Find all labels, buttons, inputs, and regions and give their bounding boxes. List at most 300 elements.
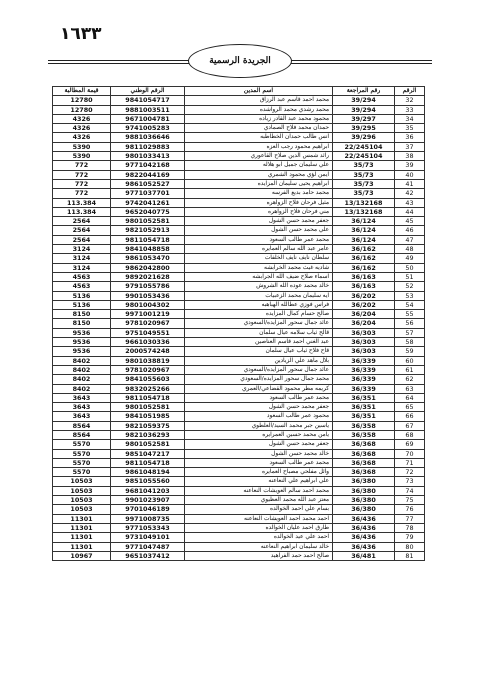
table-row — [53, 514, 425, 523]
debtors-table — [52, 86, 425, 561]
row-national-id: 9861052527 — [111, 179, 185, 188]
row-claim-value: 4326 — [53, 133, 111, 142]
row-review-number: 13/132168 — [333, 198, 395, 207]
row-national-id: 9742041261 — [111, 198, 185, 207]
table-row — [53, 449, 425, 458]
row-national-id: 9841054717 — [111, 96, 185, 105]
row-claim-value: 3643 — [53, 393, 111, 402]
row-claim-value: 772 — [53, 189, 111, 198]
row-seq: 42 — [395, 189, 425, 198]
row-review-number: 36/351 — [333, 403, 395, 412]
row-debtor-name: محمد احمد سالم العويشات النعاعنه — [185, 486, 333, 495]
row-seq: 63 — [395, 384, 425, 393]
row-debtor-name: محمد عمر طالب السعود — [185, 393, 333, 402]
table-row — [53, 272, 425, 281]
row-seq: 37 — [395, 142, 425, 151]
table-row — [53, 403, 425, 412]
table-row — [53, 338, 425, 347]
row-debtor-name: احمد علي عيد الخوالده — [185, 533, 333, 542]
row-seq: 71 — [395, 458, 425, 467]
row-national-id: 9901053436 — [111, 291, 185, 300]
row-review-number: 36/436 — [333, 533, 395, 542]
row-debtor-name: معتز عبد الله محمد العظيوي — [185, 496, 333, 505]
row-national-id: 9781020967 — [111, 365, 185, 374]
row-review-number: 36/368 — [333, 468, 395, 477]
table-body — [53, 96, 425, 561]
row-national-id: 9701046189 — [111, 505, 185, 514]
header-claim-value: قيمة المطالبة — [53, 87, 111, 96]
row-national-id: 9801052581 — [111, 217, 185, 226]
row-review-number: 35/73 — [333, 170, 395, 179]
row-national-id: 9681041203 — [111, 486, 185, 495]
row-review-number: 36/368 — [333, 449, 395, 458]
row-claim-value: 5570 — [53, 458, 111, 467]
row-debtor-name: ابراهيم محمود رجب العزه — [185, 142, 333, 151]
table-row — [53, 375, 425, 384]
row-debtor-name: وائل مفلحي مصباح العمايره — [185, 468, 333, 477]
row-seq: 61 — [395, 365, 425, 374]
gazette-title-oval — [188, 44, 292, 78]
row-review-number: 36/339 — [333, 384, 395, 393]
row-review-number: 36/124 — [333, 226, 395, 235]
row-claim-value: 11301 — [53, 523, 111, 532]
row-seq: 49 — [395, 254, 425, 263]
row-claim-value: 5570 — [53, 449, 111, 458]
row-review-number: 36/380 — [333, 477, 395, 486]
table-row — [53, 523, 425, 532]
row-review-number: 22/245104 — [333, 142, 395, 151]
row-national-id: 9771053343 — [111, 523, 185, 532]
row-review-number: 36/339 — [333, 365, 395, 374]
row-claim-value: 10503 — [53, 486, 111, 495]
row-review-number: 39/296 — [333, 133, 395, 142]
row-claim-value: 9536 — [53, 328, 111, 337]
table-row — [53, 133, 425, 142]
row-claim-value: 12780 — [53, 96, 111, 105]
table-row — [53, 384, 425, 393]
row-claim-value: 11301 — [53, 533, 111, 542]
row-claim-value: 10503 — [53, 477, 111, 486]
row-seq: 32 — [395, 96, 425, 105]
table-row — [53, 161, 425, 170]
row-review-number: 36/481 — [333, 551, 395, 560]
row-seq: 75 — [395, 496, 425, 505]
row-debtor-name: ياسين جبر محمد السيد/العلطوي — [185, 421, 333, 430]
row-debtor-name: فراس فوزي عطالله الهباهبه — [185, 300, 333, 309]
row-review-number: 36/303 — [333, 338, 395, 347]
row-seq: 34 — [395, 114, 425, 123]
row-debtor-name: ايمن لؤي محمود الشمري — [185, 170, 333, 179]
table-row — [53, 291, 425, 300]
row-claim-value: 5136 — [53, 300, 111, 309]
row-debtor-name: علي سليمان جميل ابو هلاله — [185, 161, 333, 170]
row-national-id: 9811054718 — [111, 235, 185, 244]
row-claim-value: 2564 — [53, 217, 111, 226]
row-seq: 50 — [395, 263, 425, 272]
row-review-number: 13/132168 — [333, 207, 395, 216]
row-debtor-name: جعفر محمد حسن الشول — [185, 217, 333, 226]
row-review-number: 36/351 — [333, 393, 395, 402]
row-claim-value: 8564 — [53, 430, 111, 439]
row-seq: 60 — [395, 356, 425, 365]
row-national-id: 9841048858 — [111, 245, 185, 254]
row-debtor-name: حمدان محمد فلاح الصمادي — [185, 124, 333, 133]
row-national-id: 2000574248 — [111, 347, 185, 356]
row-debtor-name: محمد جمال سحور المزايده/السعودي — [185, 375, 333, 384]
row-review-number: 36/303 — [333, 328, 395, 337]
row-claim-value: 3643 — [53, 403, 111, 412]
table-row — [53, 347, 425, 356]
row-debtor-name: احمد محمد احمد العويشات النعاعنه — [185, 514, 333, 523]
row-seq: 67 — [395, 421, 425, 430]
row-review-number: 36/436 — [333, 542, 395, 551]
row-review-number: 36/436 — [333, 523, 395, 532]
row-claim-value: 9536 — [53, 347, 111, 356]
row-debtor-name: رائد شمس الدين صلاح القاعوري — [185, 152, 333, 161]
row-claim-value: 3643 — [53, 412, 111, 421]
table-row — [53, 365, 425, 374]
row-debtor-name: عائد جمال سحور المزايده/السعودي — [185, 365, 333, 374]
row-claim-value: 4326 — [53, 124, 111, 133]
table-row — [53, 533, 425, 542]
row-review-number: 39/294 — [333, 96, 395, 105]
row-seq: 66 — [395, 412, 425, 421]
row-national-id: 9841051985 — [111, 412, 185, 421]
table-row — [53, 152, 425, 161]
row-seq: 56 — [395, 319, 425, 328]
row-seq: 69 — [395, 440, 425, 449]
table-row — [53, 486, 425, 495]
table-row — [53, 328, 425, 337]
row-national-id: 9801038819 — [111, 356, 185, 365]
row-seq: 70 — [395, 449, 425, 458]
table-row — [53, 263, 425, 272]
table-row — [53, 198, 425, 207]
row-review-number: 36/380 — [333, 496, 395, 505]
row-national-id: 9811054718 — [111, 393, 185, 402]
row-seq: 79 — [395, 533, 425, 542]
row-national-id: 9881003511 — [111, 105, 185, 114]
row-national-id: 9671004781 — [111, 114, 185, 123]
row-seq: 64 — [395, 393, 425, 402]
row-national-id: 9851055560 — [111, 477, 185, 486]
row-review-number: 36/163 — [333, 282, 395, 291]
row-review-number: 22/245104 — [333, 152, 395, 161]
row-national-id: 9751049551 — [111, 328, 185, 337]
row-claim-value: 3124 — [53, 254, 111, 263]
row-national-id: 9791055786 — [111, 282, 185, 291]
table-row — [53, 430, 425, 439]
table-row — [53, 96, 425, 105]
table-row — [53, 226, 425, 235]
row-national-id: 9821052913 — [111, 226, 185, 235]
row-claim-value: 9536 — [53, 338, 111, 347]
row-review-number: 39/294 — [333, 105, 395, 114]
row-national-id: 9652040775 — [111, 207, 185, 216]
row-national-id: 9771042168 — [111, 161, 185, 170]
row-national-id: 9801052581 — [111, 403, 185, 412]
table-row — [53, 393, 425, 402]
row-claim-value: 8150 — [53, 310, 111, 319]
row-seq: 58 — [395, 338, 425, 347]
row-claim-value: 2564 — [53, 226, 111, 235]
row-national-id: 9841055603 — [111, 375, 185, 384]
table-row — [53, 282, 425, 291]
row-seq: 80 — [395, 542, 425, 551]
row-seq: 46 — [395, 226, 425, 235]
table-row — [53, 458, 425, 467]
table-row — [53, 310, 425, 319]
row-national-id: 9901023907 — [111, 496, 185, 505]
table-row — [53, 468, 425, 477]
row-claim-value: 4563 — [53, 282, 111, 291]
row-claim-value: 5390 — [53, 142, 111, 151]
row-debtor-name: بسام علي احمد الخوالده — [185, 505, 333, 514]
row-review-number: 36/380 — [333, 505, 395, 514]
row-claim-value: 3124 — [53, 263, 111, 272]
row-debtor-name: طارق احمد عليان الخوالده — [185, 523, 333, 532]
row-review-number: 39/297 — [333, 114, 395, 123]
row-debtor-name: محمود محمد عبد القادر زياده — [185, 114, 333, 123]
row-debtor-name: مثيل فرحان فلاح الزواهره — [185, 198, 333, 207]
row-seq: 38 — [395, 152, 425, 161]
row-claim-value: 113.384 — [53, 198, 111, 207]
table-row — [53, 421, 425, 430]
row-review-number: 36/368 — [333, 458, 395, 467]
page-number: ١٦٣٣ — [60, 24, 102, 44]
row-debtor-name: محمد عمر طالب السعود — [185, 458, 333, 467]
row-debtor-name: قاح فلاح ثياب عيال سلمان — [185, 347, 333, 356]
row-debtor-name: محمد عمر طالب السعود — [185, 235, 333, 244]
table-row — [53, 254, 425, 263]
row-debtor-name: عبد الغني احمد قاسم العناصين — [185, 338, 333, 347]
row-national-id: 9811029883 — [111, 142, 185, 151]
row-debtor-name: صالح احمد حمد الفراهيد — [185, 551, 333, 560]
table-header-row — [53, 87, 425, 96]
row-review-number: 35/73 — [333, 161, 395, 170]
row-national-id: 9651037412 — [111, 551, 185, 560]
row-seq: 78 — [395, 523, 425, 532]
row-debtor-name: جعفر محمد حسن الشول — [185, 403, 333, 412]
row-debtor-name: محمود عمر طالب السعود — [185, 412, 333, 421]
row-debtor-name: خالد محمد عوده الله الشروش — [185, 282, 333, 291]
header-review-number: رقم المراجعة — [333, 87, 395, 96]
row-debtor-name: مني فرحان فلاح الزواهره — [185, 207, 333, 216]
row-claim-value: 10503 — [53, 505, 111, 514]
row-review-number: 36/380 — [333, 486, 395, 495]
row-claim-value: 5570 — [53, 468, 111, 477]
row-national-id: 9892021628 — [111, 272, 185, 281]
row-review-number: 36/162 — [333, 263, 395, 272]
row-seq: 68 — [395, 430, 425, 439]
row-national-id: 9801052581 — [111, 440, 185, 449]
row-debtor-name: ايه سليمان محمد الزعبيات — [185, 291, 333, 300]
row-debtor-name: خالد محمد حسن الشول — [185, 449, 333, 458]
row-claim-value: 4326 — [53, 114, 111, 123]
table-row — [53, 551, 425, 560]
row-debtor-name: ابراهيم يحيى سليمان المزايده — [185, 179, 333, 188]
table-row — [53, 207, 425, 216]
row-debtor-name: عائد جمال سحور المزايده/السعودي — [185, 319, 333, 328]
row-seq: 53 — [395, 291, 425, 300]
row-debtor-name: سلطان نايف نايف الخلفات — [185, 254, 333, 263]
row-review-number: 39/295 — [333, 124, 395, 133]
row-claim-value: 12780 — [53, 105, 111, 114]
row-national-id: 9661030336 — [111, 338, 185, 347]
row-debtor-name: صالح حسام كمال المزايده — [185, 310, 333, 319]
row-review-number: 36/204 — [333, 319, 395, 328]
row-seq: 41 — [395, 179, 425, 188]
row-debtor-name: بلال ماهد علي الزيادين — [185, 356, 333, 365]
row-seq: 81 — [395, 551, 425, 560]
table-row — [53, 189, 425, 198]
row-national-id: 9822044169 — [111, 170, 185, 179]
row-debtor-name: خالد سليمان ابراهيم النعاعنه — [185, 542, 333, 551]
row-national-id: 9971001219 — [111, 310, 185, 319]
row-debtor-name: انس طالب حمدان الخطاطبه — [185, 133, 333, 142]
row-review-number: 36/124 — [333, 235, 395, 244]
row-review-number: 36/202 — [333, 291, 395, 300]
row-claim-value: 8402 — [53, 365, 111, 374]
row-seq: 59 — [395, 347, 425, 356]
row-claim-value: 772 — [53, 161, 111, 170]
row-national-id: 9801033413 — [111, 152, 185, 161]
table-row — [53, 105, 425, 114]
row-review-number: 36/303 — [333, 347, 395, 356]
table-row — [53, 170, 425, 179]
table-row — [53, 542, 425, 551]
row-review-number: 36/202 — [333, 300, 395, 309]
row-claim-value: 4563 — [53, 272, 111, 281]
row-seq: 36 — [395, 133, 425, 142]
table-row — [53, 440, 425, 449]
row-claim-value: 5390 — [53, 152, 111, 161]
row-national-id: 9801004302 — [111, 300, 185, 309]
table-row — [53, 496, 425, 505]
row-debtor-name: محمد حامد بديع الفرسه — [185, 189, 333, 198]
row-debtor-name: كريمه مطر محمود القضاعي/العمري — [185, 384, 333, 393]
row-claim-value: 8402 — [53, 384, 111, 393]
row-review-number: 36/163 — [333, 272, 395, 281]
row-debtor-name: عامر عبد الله سالم العمايره — [185, 245, 333, 254]
row-review-number: 36/351 — [333, 412, 395, 421]
row-national-id: 9821036293 — [111, 430, 185, 439]
row-review-number: 36/339 — [333, 356, 395, 365]
row-national-id: 9741005283 — [111, 124, 185, 133]
table-row — [53, 300, 425, 309]
row-national-id: 9861053470 — [111, 254, 185, 263]
row-claim-value: 772 — [53, 170, 111, 179]
row-national-id: 9851047217 — [111, 449, 185, 458]
row-national-id: 9861048194 — [111, 468, 185, 477]
row-review-number: 35/73 — [333, 179, 395, 188]
row-seq: 48 — [395, 245, 425, 254]
row-claim-value: 3124 — [53, 245, 111, 254]
row-seq: 54 — [395, 300, 425, 309]
row-claim-value: 2564 — [53, 235, 111, 244]
row-review-number: 35/73 — [333, 189, 395, 198]
row-debtor-name: علي محمد حسن الشول — [185, 226, 333, 235]
header-national-id: الرقم الوطني — [111, 87, 185, 96]
row-debtor-name: محمد احمد قاسم عبد الرزاق — [185, 96, 333, 105]
table-row — [53, 412, 425, 421]
table-row — [53, 142, 425, 151]
row-claim-value: 8150 — [53, 319, 111, 328]
row-seq: 57 — [395, 328, 425, 337]
row-review-number: 36/162 — [333, 254, 395, 263]
row-review-number: 36/339 — [333, 375, 395, 384]
row-review-number: 36/204 — [333, 310, 395, 319]
row-seq: 35 — [395, 124, 425, 133]
row-seq: 45 — [395, 217, 425, 226]
row-review-number: 36/368 — [333, 440, 395, 449]
row-debtor-name: قالح ثياب سلامه عيال سلمان — [185, 328, 333, 337]
row-national-id: 9771037701 — [111, 189, 185, 198]
header-debtor-name: اسم المدين — [185, 87, 333, 96]
row-seq: 40 — [395, 170, 425, 179]
row-national-id: 9971008735 — [111, 514, 185, 523]
row-seq: 33 — [395, 105, 425, 114]
row-seq: 72 — [395, 468, 425, 477]
row-debtor-name: اسماء صلاح ضيف الله الجرابشه — [185, 272, 333, 281]
row-claim-value: 113.384 — [53, 207, 111, 216]
row-seq: 43 — [395, 198, 425, 207]
table-row — [53, 217, 425, 226]
table-row — [53, 505, 425, 514]
row-debtor-name: جعفر محمد حسن الشول — [185, 440, 333, 449]
row-seq: 47 — [395, 235, 425, 244]
row-seq: 39 — [395, 161, 425, 170]
row-national-id: 9731049101 — [111, 533, 185, 542]
table-row — [53, 179, 425, 188]
row-national-id: 9781020967 — [111, 319, 185, 328]
row-seq: 76 — [395, 505, 425, 514]
row-debtor-name: محمد رشدي محمد الرواشده — [185, 105, 333, 114]
table-row — [53, 356, 425, 365]
table-row — [53, 245, 425, 254]
table-row — [53, 235, 425, 244]
row-claim-value: 8402 — [53, 356, 111, 365]
row-seq: 44 — [395, 207, 425, 216]
row-seq: 77 — [395, 514, 425, 523]
row-review-number: 36/124 — [333, 217, 395, 226]
row-claim-value: 5136 — [53, 291, 111, 300]
row-seq: 73 — [395, 477, 425, 486]
row-review-number: 36/358 — [333, 421, 395, 430]
row-claim-value: 5570 — [53, 440, 111, 449]
table-row — [53, 477, 425, 486]
table-row — [53, 114, 425, 123]
row-claim-value: 11301 — [53, 514, 111, 523]
row-claim-value: 10503 — [53, 496, 111, 505]
row-national-id: 9881036646 — [111, 133, 185, 142]
row-review-number: 36/162 — [333, 245, 395, 254]
row-claim-value: 8402 — [53, 375, 111, 384]
row-national-id: 9771047487 — [111, 542, 185, 551]
row-claim-value: 772 — [53, 179, 111, 188]
row-claim-value: 11301 — [53, 542, 111, 551]
row-review-number: 36/358 — [333, 430, 395, 439]
row-national-id: 9811054718 — [111, 458, 185, 467]
row-national-id: 9821059375 — [111, 421, 185, 430]
row-seq: 65 — [395, 403, 425, 412]
row-seq: 51 — [395, 272, 425, 281]
row-review-number: 36/436 — [333, 514, 395, 523]
row-national-id: 9862042800 — [111, 263, 185, 272]
header-seq: الرقم — [395, 87, 425, 96]
row-seq: 74 — [395, 486, 425, 495]
row-debtor-name: يامن محمد حسين العمرايره — [185, 430, 333, 439]
